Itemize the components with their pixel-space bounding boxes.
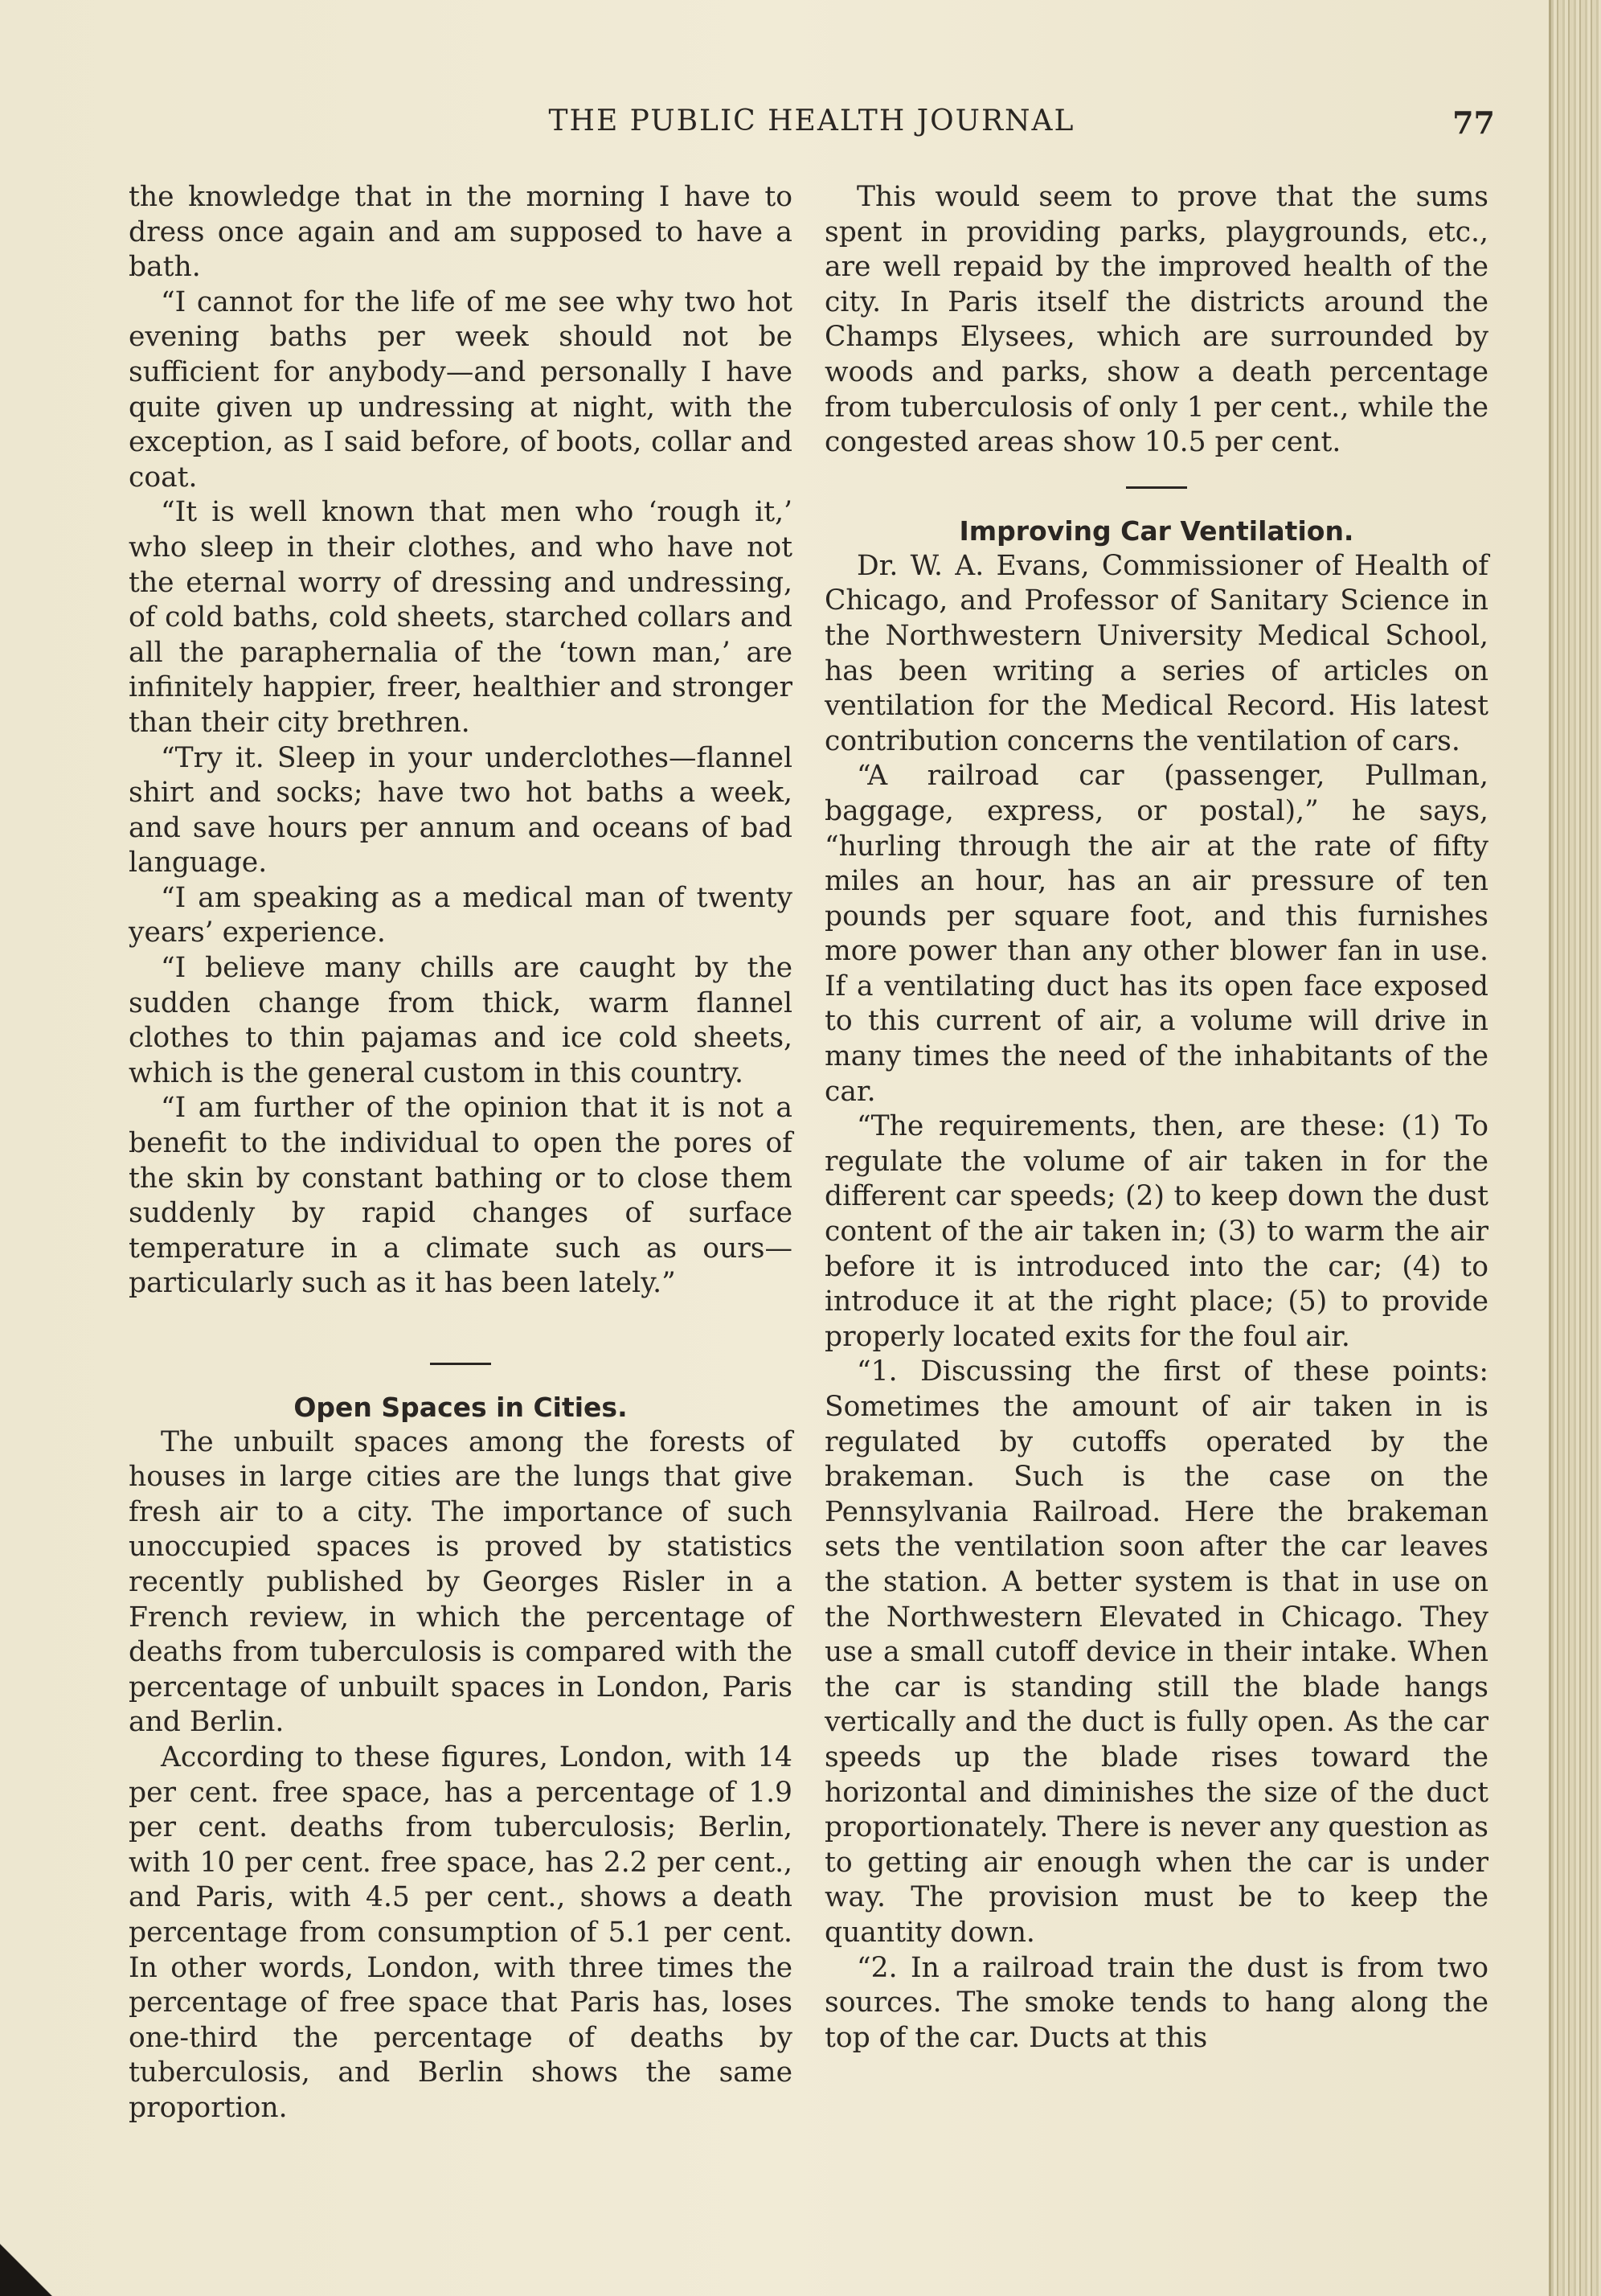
book-binding-edge (1549, 0, 1601, 2296)
section-divider (129, 1337, 792, 1390)
page-number: 77 (1452, 105, 1495, 141)
journal-title: THE PUBLIC HEALTH JOURNAL (548, 105, 1075, 137)
section-heading-open-spaces: Open Spaces in Cities. (293, 1391, 628, 1423)
paragraph: According to these figures, London, with 14 per cent. free space, has a percentage of 1.9 per cent. deaths from tuberculosis; Berlin, with 10 per cent. free space, has 2.2 per cent., and Paris, with 4.5 per cent., shows a death percentage from consumption of 5.1 per cent. In other words, London, with three times the percentage of free space that Paris has, loses one-third the percentage of deaths by tuberculosis, and Berlin shows the same proportion. (129, 1740, 792, 2124)
paragraph: the knowledge that in the morning I have to dress once again and am supposed to have a bath. (129, 181, 792, 284)
page-shadow (0, 2224, 56, 2296)
section-divider (825, 461, 1488, 514)
running-header (129, 105, 1495, 150)
paragraph: “A railroad car (passenger, Pullman, baggage, express, or postal),” he says, “hurling through the air at the rate of fifty miles an hour, has an air pressure of ten pounds per square foot, and this furnishes more power than any other blower fan in use. If a ventilating duct has its open face exposed to this current of air, a volume will drive in many times the need of the inhabitants of the car. (825, 760, 1488, 1108)
paragraph: “I cannot for the life of me see why two hot evening baths per week should not be sufficient for anybody—and personally I have quite given up undressing at night, with the exception, as I said before, of boots, collar and coat. (129, 285, 792, 494)
paragraph: “1. Discussing the first of these points: Sometimes the amount of air taken in is regulated by cutoffs operated by the brakeman. Such is the case on the Pennsylvania Railroad. Here the brakeman sets the ventilation soon after the car leaves the station. A better system is that in use on the Northwestern Elevated in Chicago. They use a small cutoff device in their intake. When the car is standing still the blade hangs vertically and the duct is fully open. As the car speeds up the blade rises toward the horizontal and diminishes the size of the duct proportionately. There is never any question as to getting air enough when the car is under way. The provision must be to keep the quantity down. (825, 1355, 1488, 1949)
right-column (825, 180, 1488, 2056)
paragraph: Dr. W. A. Evans, Commissioner of Health of Chicago, and Professor of Sanitary Science in the Northwestern University Medical School, has been writing a series of articles on ventilation for the Medical Record. His latest contribution concerns the ventilation of cars. (825, 549, 1488, 757)
paragraph: This would seem to prove that the sums spent in providing parks, playgrounds, etc., are well repaid by the improved health of the city. In Paris itself the districts around the Champs Elysees, which are surrounded by woods and parks, show a death percentage from tuberculosis of only 1 per cent., while the congested areas show 10.5 per cent. (825, 181, 1488, 459)
left-column (129, 180, 792, 2126)
section-heading-car-ventilation: Improving Car Ventilation. (959, 515, 1354, 547)
paragraph: “2. In a railroad train the dust is from two sources. The smoke tends to hang along the top of the car. Ducts at this (825, 1951, 1488, 2054)
paragraph: The unbuilt spaces among the forests of houses in large cities are the lungs that give fresh air to a city. The importance of such unoccupied spaces is proved by statistics recently published by Georges Risler in a French review, in which the percentage of deaths from tuberculosis is compared with the percentage of unbuilt spaces in London, Paris and Berlin. (129, 1425, 792, 1739)
spacer (129, 1302, 792, 1337)
paragraph: “Try it. Sleep in your underclothes—flannel shirt and socks; have two hot baths a week, and save hours per annum and oceans of bad language. (129, 741, 792, 879)
paragraph: “The requirements, then, are these: (1) To regulate the volume of air taken in for the different car speeds; (2) to keep down the dust content of the air taken in; (3) to warm the air before it is introduced into the car; (4) to introduce it at the right place; (5) to provide properly located exits for the foul air. (825, 1110, 1488, 1353)
paragraph: “I believe many chills are caught by the sudden change from thick, warm flannel clothes to thin pajamas and ice cold sheets, which is the general custom in this country. (129, 952, 792, 1089)
paragraph: “I am speaking as a medical man of twenty years’ experience. (129, 881, 792, 949)
paragraph: “I am further of the opinion that it is not a benefit to the individual to open the pores of the skin by constant bathing or to close them suddenly by rapid changes of surface temperature in a climate such as ours—particularly such as it has been lately.” (129, 1092, 792, 1300)
paragraph: “It is well known that men who ‘rough it,’ who sleep in their clothes, and who have not the eternal worry of dressing and undressing, of cold baths, cold sheets, starched collars and all the paraphernalia of the ‘town man,’ are infinitely happier, freer, healthier and stronger than their city brethren. (129, 496, 792, 739)
